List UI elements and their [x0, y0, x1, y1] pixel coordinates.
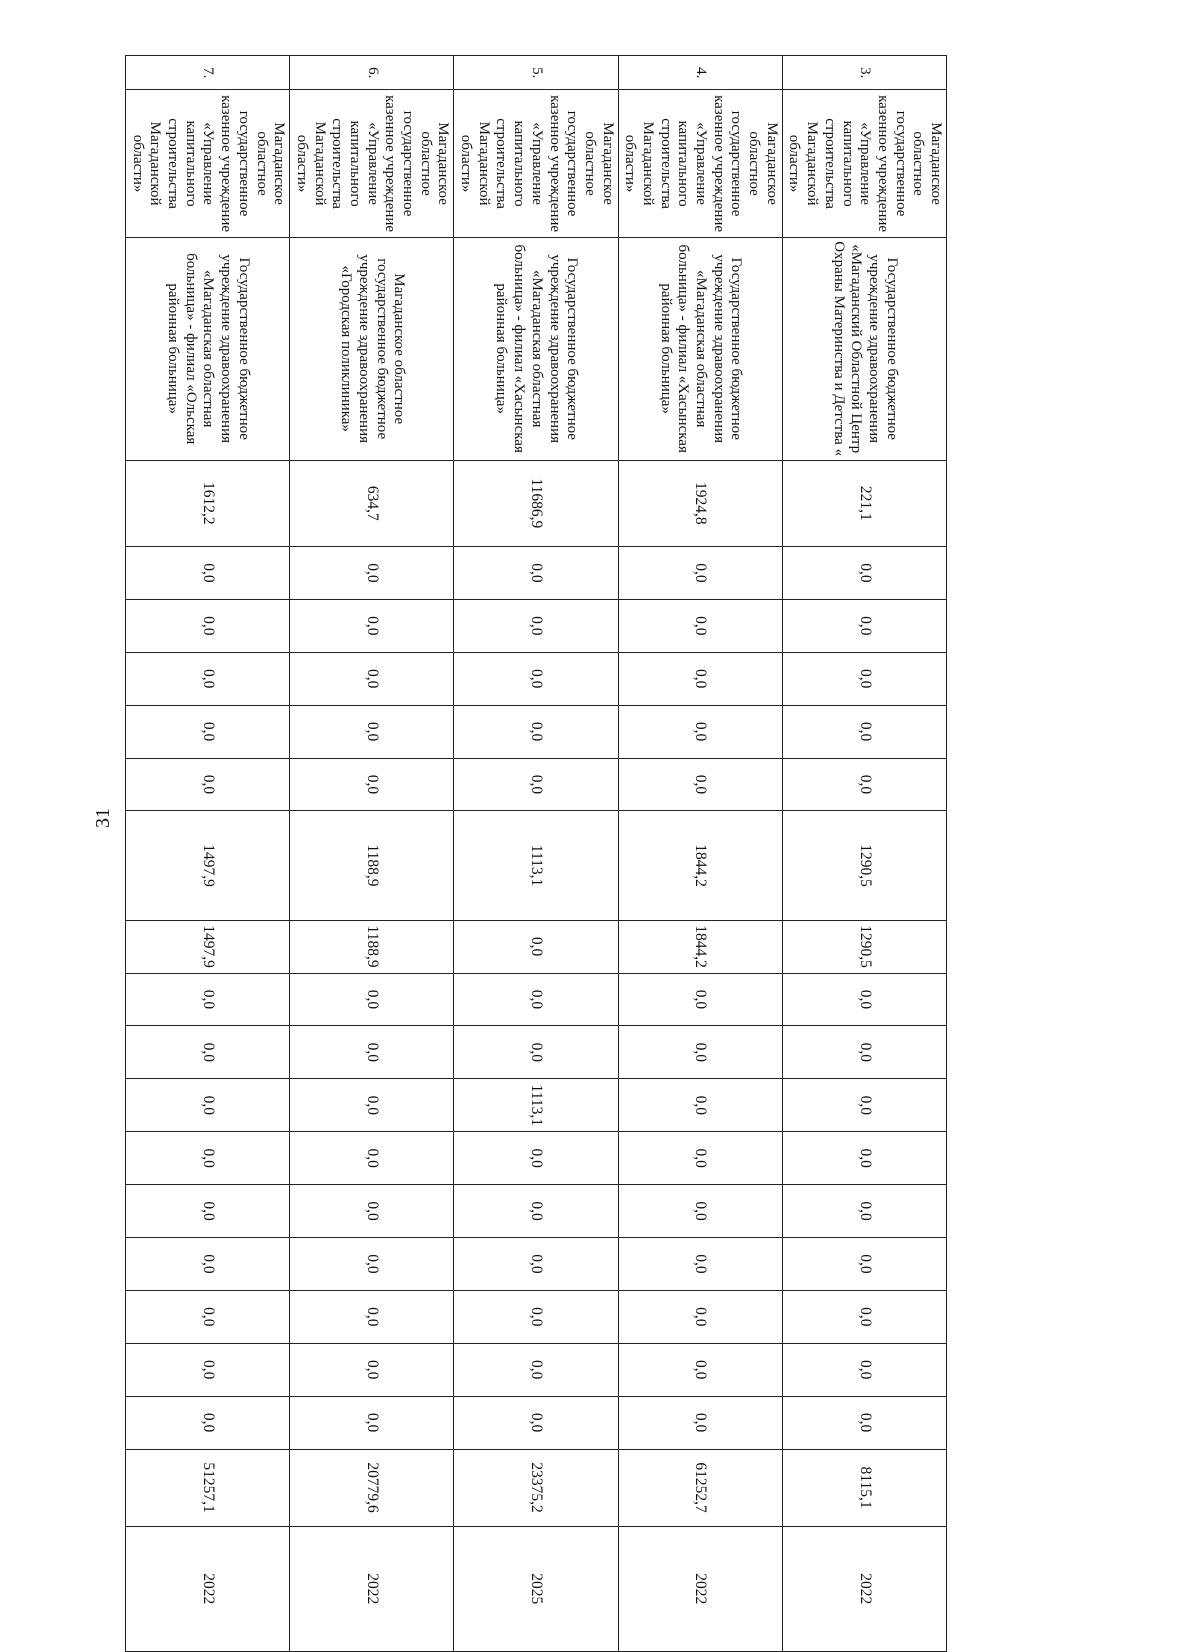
value-cell: 0,0 [454, 599, 618, 652]
value-cell: 0,0 [618, 599, 782, 652]
page-number: 31 [92, 808, 114, 828]
value-cell: 0,0 [454, 920, 618, 973]
value-cell: 0,0 [782, 1185, 946, 1238]
institution-name: Магаданское областное государственное бюджетное учреждение здравоохранения «Городская поликлиника» [290, 237, 454, 460]
institution-name: Государственное бюджетное учреждение здравоохранения «Магаданская областная больница» - филиал «Хасынская районная больница» [454, 237, 618, 460]
value-cell: 61252,7 [618, 1449, 782, 1526]
table-row [782, 56, 946, 1652]
institution-name: Государственное бюджетное учреждение здравоохранения «Магаданская областная больница» - филиал «Ольская районная больница» [126, 237, 290, 460]
value-cell: 1290,5 [782, 920, 946, 973]
year-cell: 2022 [618, 1526, 782, 1651]
value-cell: 1497,9 [126, 920, 290, 973]
value-cell: 0,0 [782, 758, 946, 811]
value-cell: 0,0 [618, 652, 782, 705]
value-cell: 1113,1 [454, 811, 618, 920]
customer-organization: Магаданское областное государственное казенное учреждение «Управление капитального строительства Магаданской области» [454, 90, 618, 237]
value-cell: 0,0 [618, 973, 782, 1026]
row-index: 7. [126, 56, 290, 90]
value-cell: 0,0 [618, 1237, 782, 1290]
value-cell: 0,0 [290, 599, 454, 652]
value-cell: 0,0 [618, 758, 782, 811]
value-cell: 0,0 [126, 1343, 290, 1396]
value-cell: 0,0 [782, 1132, 946, 1185]
value-cell: 0,0 [782, 1343, 946, 1396]
value-cell: 0,0 [454, 1132, 618, 1185]
value-cell: 1188,9 [290, 920, 454, 973]
value-cell: 0,0 [126, 599, 290, 652]
value-cell: 0,0 [618, 1132, 782, 1185]
value-cell: 0,0 [782, 652, 946, 705]
value-cell: 0,0 [454, 1185, 618, 1238]
value-cell: 0,0 [290, 1026, 454, 1079]
table-row [126, 56, 290, 1652]
row-index: 5. [454, 56, 618, 90]
value-cell: 23375,2 [454, 1449, 618, 1526]
customer-organization: Магаданское областное государственное казенное учреждение «Управление капитального строительства Магаданской области» [290, 90, 454, 237]
value-cell: 1612,2 [126, 460, 290, 546]
value-cell: 0,0 [454, 758, 618, 811]
value-cell: 0,0 [782, 546, 946, 599]
value-cell: 0,0 [126, 1079, 290, 1132]
value-cell: 0,0 [618, 1343, 782, 1396]
value-cell: 0,0 [290, 652, 454, 705]
value-cell: 0,0 [126, 1185, 290, 1238]
row-index: 6. [290, 56, 454, 90]
year-cell: 2022 [782, 1526, 946, 1651]
value-cell: 0,0 [454, 1396, 618, 1449]
value-cell: 0,0 [454, 973, 618, 1026]
value-cell: 0,0 [782, 599, 946, 652]
value-cell: 0,0 [290, 1396, 454, 1449]
row-index: 4. [618, 56, 782, 90]
value-cell: 1290,5 [782, 811, 946, 920]
row-index: 3. [782, 56, 946, 90]
value-cell: 0,0 [290, 758, 454, 811]
table-row [454, 56, 618, 1652]
value-cell: 1924,8 [618, 460, 782, 546]
value-cell: 51257,1 [126, 1449, 290, 1526]
institution-name: Государственное бюджетное учреждение здравоохранения «Магаданский Областной Центр Охраны Материнства и Детства « [782, 237, 946, 460]
value-cell: 1188,9 [290, 811, 454, 920]
value-cell: 1844,2 [618, 811, 782, 920]
customer-organization: Магаданское областное государственное казенное учреждение «Управление капитального строительства Магаданской области» [126, 90, 290, 237]
value-cell: 634,7 [290, 460, 454, 546]
value-cell: 0,0 [290, 546, 454, 599]
value-cell: 0,0 [126, 1132, 290, 1185]
table-row [618, 56, 782, 1652]
value-cell: 0,0 [454, 1026, 618, 1079]
value-cell: 0,0 [290, 1132, 454, 1185]
value-cell: 8115,1 [782, 1449, 946, 1526]
value-cell: 0,0 [126, 1026, 290, 1079]
value-cell: 1113,1 [454, 1079, 618, 1132]
value-cell: 0,0 [126, 758, 290, 811]
value-cell: 1844,2 [618, 920, 782, 973]
value-cell: 0,0 [618, 1290, 782, 1343]
value-cell: 0,0 [290, 1343, 454, 1396]
value-cell: 0,0 [126, 1290, 290, 1343]
year-cell: 2022 [126, 1526, 290, 1651]
value-cell: 0,0 [454, 1290, 618, 1343]
value-cell: 0,0 [126, 1396, 290, 1449]
value-cell: 0,0 [618, 1079, 782, 1132]
institution-name: Государственное бюджетное учреждение здравоохранения «Магаданская областная больница» - филиал «Хасынская районная больница» [618, 237, 782, 460]
value-cell: 0,0 [454, 652, 618, 705]
value-cell: 0,0 [782, 1396, 946, 1449]
value-cell: 0,0 [454, 1343, 618, 1396]
data-table [125, 55, 947, 1652]
value-cell: 0,0 [618, 546, 782, 599]
value-cell: 0,0 [782, 705, 946, 758]
table-row [290, 56, 454, 1652]
value-cell: 0,0 [126, 973, 290, 1026]
value-cell: 0,0 [618, 1185, 782, 1238]
value-cell: 0,0 [782, 973, 946, 1026]
value-cell: 1497,9 [126, 811, 290, 920]
value-cell: 0,0 [454, 546, 618, 599]
value-cell: 0,0 [290, 1237, 454, 1290]
value-cell: 20779,6 [290, 1449, 454, 1526]
value-cell: 0,0 [290, 1185, 454, 1238]
year-cell: 2025 [454, 1526, 618, 1651]
customer-organization: Магаданское областное государственное казенное учреждение «Управление капитального строительства Магаданской области» [618, 90, 782, 237]
value-cell: 0,0 [454, 1237, 618, 1290]
table-container [129, 55, 947, 1652]
value-cell: 0,0 [782, 1290, 946, 1343]
value-cell: 0,0 [454, 705, 618, 758]
value-cell: 0,0 [126, 546, 290, 599]
value-cell: 0,0 [126, 705, 290, 758]
value-cell: 0,0 [290, 1079, 454, 1132]
value-cell: 0,0 [618, 705, 782, 758]
value-cell: 0,0 [290, 973, 454, 1026]
value-cell: 221,1 [782, 460, 946, 546]
value-cell: 0,0 [290, 1290, 454, 1343]
value-cell: 0,0 [782, 1026, 946, 1079]
value-cell: 0,0 [618, 1026, 782, 1079]
value-cell: 0,0 [618, 1396, 782, 1449]
year-cell: 2022 [290, 1526, 454, 1651]
value-cell: 0,0 [126, 1237, 290, 1290]
value-cell: 0,0 [290, 705, 454, 758]
value-cell: 0,0 [782, 1079, 946, 1132]
value-cell: 0,0 [126, 652, 290, 705]
customer-organization: Магаданское областное государственное казенное учреждение «Управление капитального строительства Магаданской области» [782, 90, 946, 237]
value-cell: 11686,9 [454, 460, 618, 546]
value-cell: 0,0 [782, 1237, 946, 1290]
